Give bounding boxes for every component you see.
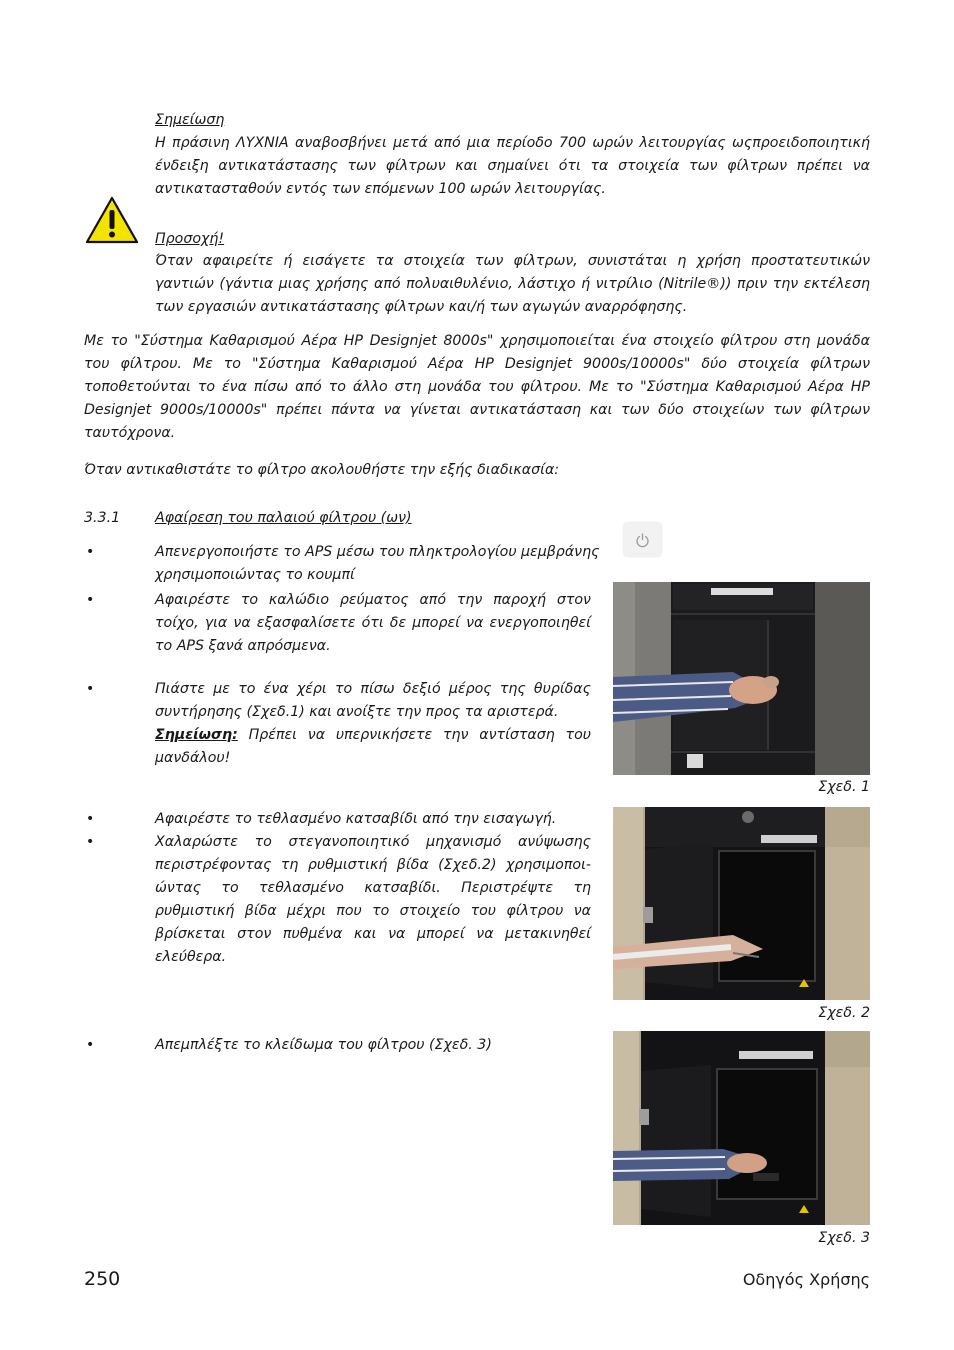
figure-2-photo	[613, 807, 870, 1000]
step-release-lock: Απεμπλέξτε το κλείδωμα του φίλτρου (Σχεδ. 3)	[155, 1037, 492, 1053]
step-remove-screwdriver: Αφαιρέστε το τεθλασμένο κατσαβίδι από την εισαγωγή.	[155, 811, 557, 827]
page-number: 250	[84, 1268, 121, 1290]
bullet-marker: •	[86, 811, 95, 827]
manual-title: Οδηγός Χρήσης	[742, 1270, 870, 1289]
step-note-text: Πρέπει να υπερνικήσετε την αντίσταση του μανδάλου!	[155, 727, 591, 766]
warning-text: Όταν αφαιρείτε ή εισάγετε τα στοιχεία των φίλτρων, συνιστάται η χρήση προστατευτικών γαντιών (γάντια μιας χρήσης από πολυαιθυλένιο, λάστιχο ή νιτρίλιο (Nitrile®)) πριν την εκτέλεση των εργασιών αντικατάστασης φίλτρων και/ή των αγωγών αναρρόφησης.	[155, 253, 870, 315]
paragraph-filter-elements: Με το "Σύστημα Καθαρισμού Αέρα HP Designjet 8000s" χρησιμοποιείται ένα στοιχείο φίλτρου στη μονάδα του φίλτρου. Με το "Σύστημα Καθαρισμού Αέρα HP Designjet 9000s/10000s" δύο στοιχεία φίλτρων τοποθετούνται το ένα πίσω από το άλλο στη μονάδα του φίλτρου. Με το "Σύστημα Καθαρισμού Αέρα HP Designjet 9000s/10000s" πρέπει πάντα να γίνεται αντικατάσταση και των δύο στοιχείων των φίλτρων ταυτόχρονα.	[84, 333, 870, 441]
section-title: Αφαίρεση του παλαιού φίλτρου (ων)	[155, 510, 412, 526]
step-note-label: Σημείωση:	[155, 727, 238, 743]
bullet-marker: •	[86, 544, 95, 560]
figure-2-caption: Σχεδ. 2	[818, 1005, 870, 1021]
note-text: Η πράσινη ΛΥΧΝΙΑ αναβοσβήνει μετά από μια περίοδο 700 ωρών λειτουργίας ωςπροειδοποιητική ένδειξη αντικατάστασης των φίλτρων και σημαίνει ότι τα στοιχεία των φίλτρων πρέπει να αντικατασταθούν εντός των επόμενων 100 ωρών λειτουργίας.	[155, 135, 870, 197]
bullet-marker: •	[86, 834, 95, 850]
warning-title: Προσοχή!	[155, 231, 225, 247]
figure-3-caption: Σχεδ. 3	[818, 1230, 870, 1246]
note-title: Σημείωση	[155, 112, 225, 128]
step-open-door	[155, 678, 591, 770]
step-unplug: Αφαιρέστε το καλώδιο ρεύματος από την παροχή στον τοίχο, για να εξασφαλίσετε ότι δε μπορεί να ενεργοποιηθεί το APS ξανά απρόσμενα.	[155, 592, 591, 654]
step-loosen-mechanism: Χαλαρώστε το στεγανοποιητικό μηχανισμό ανύψωσης περιστρέφοντας τη ρυθμιστική βίδα (Σχεδ.2) χρησιμοποι-ώντας το τεθλασμένο κατσαβίδι. Περιστρέψτε τη ρυθμιστική βίδα μέχρι που το στοιχείο του φίλτρου να βρίσκεται στον πυθμένα και να μπορεί να μετακινηθεί ελεύθερα.	[155, 834, 591, 965]
power-icon	[624, 523, 661, 556]
bullet-marker: •	[86, 1037, 95, 1053]
figure-3-photo	[613, 1031, 870, 1225]
section-number: 3.3.1	[84, 510, 121, 526]
figure-1-photo	[613, 582, 870, 775]
bullet-marker: •	[86, 681, 95, 697]
warning-triangle-icon	[85, 196, 139, 244]
figure-1-caption: Σχεδ. 1	[818, 779, 870, 795]
step-switch-off: Απενεργοποιήστε το APS μέσω του πληκτρολογίου μεμβράνης χρησιμοποιώντας το κουμπί	[155, 544, 600, 583]
paragraph-procedure-intro: Όταν αντικαθιστάτε το φίλτρο ακολουθήστε την εξής διαδικασία:	[84, 462, 560, 478]
bullet-marker: •	[86, 592, 95, 608]
step-open-door-text: Πιάστε με το ένα χέρι το πίσω δεξιό μέρος της θυρίδας συντήρησης (Σχεδ.1) και ανοίξτε την προς τα αριστερά.	[155, 681, 591, 720]
